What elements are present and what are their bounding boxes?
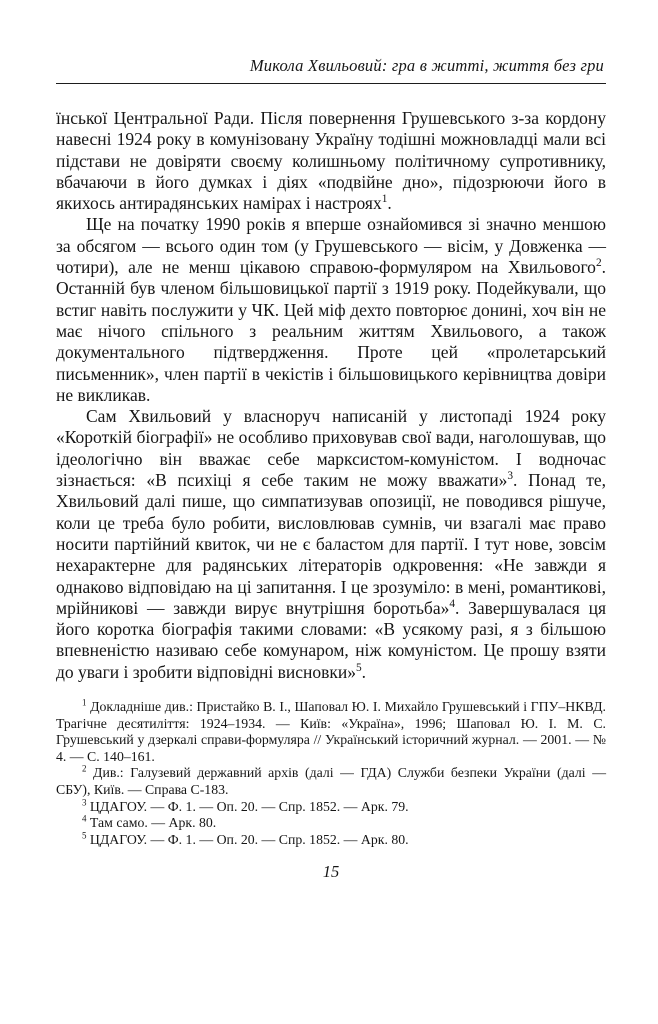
paragraph: їнської Центральної Ради. Після повернення Грушевського з-за кордону навесні 1924 року в комунізовану Україну тодішні можновладці мали всі підстави не довіряти своєму колишньому політичному супротивнику, вбачаючи в його думках і діях «подвійне дно», підозрюючи його в якихось антирадянських намірах і настроях$^1$. [56,108,606,214]
footnote-marker: 4 [82,813,87,824]
body-text [56,108,606,683]
footnote-marker: 3 [82,796,87,807]
running-header: Микола Хвильовий: гра в житті, життя без гри [249,56,604,75]
footnotes [56,699,606,848]
footnote-marker: 4 [449,598,456,610]
footnote: $^5$ ЦДАГОУ. — Ф. 1. — Оп. 20. — Спр. 1852. — Арк. 80. [82,830,409,847]
page-number: 15 [322,862,340,882]
footnote-marker: 2 [595,257,602,270]
page-footer [56,862,606,882]
footnote-marker: 5 [355,661,362,674]
footnote-marker: 1 [381,193,388,206]
paragraph: Сам Хвильовий у власноруч написаній у листопаді 1924 року «Короткій біографії» не особливо приховував свої вади, наголошував, що ідеологічно він вважає себе марксистом-комуністом. І водночас зізнається: «В психіці я себе таким не можу вважати»$^3$. Понад те, Хвильовий далі пише, що симпатизував опозиції, не поводився рішуче, коли це треба було робити, висловлював сумнів, чи взагалі має право носити партійний квиток, чи не є баластом для партії. І тут нове, зовсім нехарактерне для радянських літераторів одкровення: «Не завжди я однаково відповідаю на ці запитання. І це зрозуміло: в мені, романтикові, мрійникові — завжди вирує внутрішня боротьба»$^4$. Завершувалася ця його коротка біографія такими словами: «В усякому разі, я з більшою впевненістю називаю себе комунаром, ніж комуністом. Це прошу взяти до уваги і зробити відповідні висновки»$^5$. [56,406,606,682]
footnote: $^3$ ЦДАГОУ. — Ф. 1. — Оп. 20. — Спр. 1852. — Арк. 79. [82,796,409,814]
page-header [56,56,606,84]
footnote-marker: 1 [82,697,87,708]
header-rule [56,83,606,84]
footnote-marker: 2 [82,763,87,774]
footnote: $^4$ Там само. — Арк. 80. [82,813,217,831]
paragraph: Ще на початку 1990 років я вперше ознайомився зі значно меншою за обсягом — всього один том (у Грушевського — вісім, у Довженка — чотири), але не менш цікавою справою-формуляром на Хвильового$^2$. Останній був членом більшовицької партії з 1919 року. Подейкували, що встиг навіть послужити у ЧК. Цей міф дехто повторює донині, хоч він не має нічого спільного з реальним життям Хвильового, а також документального підтвердження. Проте цей «пролетарський письменник», член партії в чекістів і більшовицького керівництва довіри не викликав. [56,214,606,405]
footnote: $^2$ Див.: Галузевий державний архів (далі — ГДА) Служби безпеки України (далі — СБУ), Київ. — Справа С-183. [56,763,606,797]
footnote-marker: 3 [507,470,514,483]
footnote-marker: 5 [82,830,87,841]
footnote: $^1$ Докладніше див.: Пристайко В. І., Шаповал Ю. І. Михайло Грушевський і ГПУ–НКВД. Трагічне десятиліття: 1924–1934. — Київ: «Україна», 1996; Шаповал Ю. І. М. С. Грушевський у дзеркалі справи-формуляра // Український історичний журнал. — 2001. — № 4. — С. 140–161. [56,697,606,764]
